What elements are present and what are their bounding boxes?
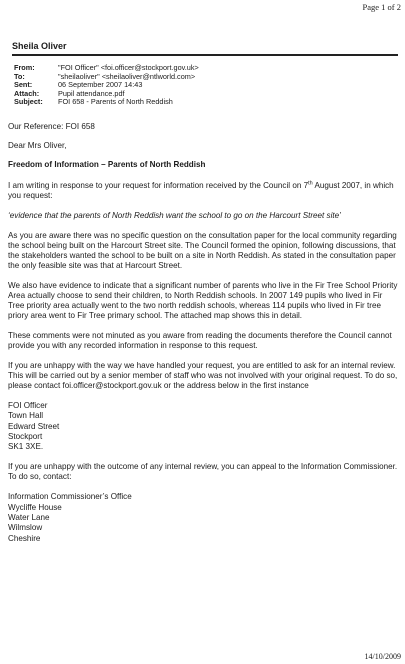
intro-text: I am writing in response to your request for information received by the Council on 7 xyxy=(8,181,309,190)
paragraph-appeal: If you are unhappy with the outcome of any internal review, you can appeal to the Information Commissioner. To do so, contact: xyxy=(8,462,398,482)
salutation: Dear Mrs Oliver, xyxy=(8,141,67,150)
ico-address xyxy=(8,492,400,543)
subject-value: FOI 658 - Parents of North Reddish xyxy=(58,97,173,107)
page-number: Page 1 of 2 xyxy=(362,2,401,12)
intro-paragraph xyxy=(8,181,400,201)
address-line: Edward Street xyxy=(8,421,60,431)
attach-label: Attach: xyxy=(14,88,40,98)
sent-value: 06 September 2007 14:43 xyxy=(58,80,143,90)
paragraph-internal-review: If you are unhappy with the way we have handled your request, you are entitled to ask for an internal review. This will be carried out by a senior member of staff who was not involved with your original request. To do so, please contact foi.officer@stockport.gov.uk or the address below in the first instance xyxy=(8,361,398,390)
address-line: SK1 3XE. xyxy=(8,442,44,452)
sender-name: Sheila Oliver xyxy=(12,41,67,51)
from-value: "FOI Officer" <foi.officer@stockport.gov.uk> xyxy=(58,63,199,72)
foi-officer-address xyxy=(8,401,400,452)
letter-body xyxy=(8,122,400,554)
request-quote: ‘evidence that the parents of North Reddish want the school to go on the Harcourt Street site’ xyxy=(8,211,341,220)
to-label: To: xyxy=(14,71,25,81)
address-line: Town Hall xyxy=(8,411,44,421)
address-line: Information Commissioner’s Office xyxy=(8,492,132,502)
intro-superscript: th xyxy=(308,180,313,187)
subject-row xyxy=(14,98,199,107)
address-line: Stockport xyxy=(8,431,43,441)
paragraph-evidence: We also have evidence to indicate that a significant number of parents who live in the Fir Tree School Priority Area actually choose to send their children, to North Reddish schools. In 2007 149 pupils who lived in Fir Tree priority area actually went to the two north reddish schools, whereas 114 pupils who lived in Fir tree priory area went to Fir Tree primary school. The attached map shows this in detail. xyxy=(8,281,398,320)
email-header xyxy=(14,64,199,107)
address-line: Wilmslow xyxy=(8,523,43,533)
letter-heading: Freedom of Information – Parents of North Reddish xyxy=(8,160,206,169)
address-line: Water Lane xyxy=(8,513,50,523)
subject-label: Subject: xyxy=(14,97,43,107)
intro-text-end: August 2007, in which you request: xyxy=(8,181,394,200)
paragraph-consultation: As you are aware there was no specific question on the consultation paper for the local community regarding the school being built on the Harcourt Street site. The Council formed the opinion, following discussions, that the stakeholders wanted the school to be built on a site in North Reddish. As stated in the consultation paper the only feasible site was that at Harcourt Street. xyxy=(8,231,397,270)
to-value: "sheilaoliver" <sheilaoliver@ntlworld.com> xyxy=(58,71,196,81)
attachment-name: Pupil attendance.pdf xyxy=(58,88,125,98)
print-date: 14/10/2009 xyxy=(364,652,401,661)
address-line: FOI Officer xyxy=(8,401,48,410)
sent-label: Sent: xyxy=(14,80,33,90)
address-line: Wycliffe House xyxy=(8,502,62,512)
reference-line: Our Reference: FOI 658 xyxy=(8,122,95,131)
from-label: From: xyxy=(14,63,35,72)
header-divider xyxy=(12,54,398,56)
address-line: Cheshire xyxy=(8,533,41,543)
paragraph-not-minuted: These comments were not minuted as you aware from reading the documents therefore the Council cannot provide you with any recorded information in response to this request. xyxy=(8,331,392,350)
